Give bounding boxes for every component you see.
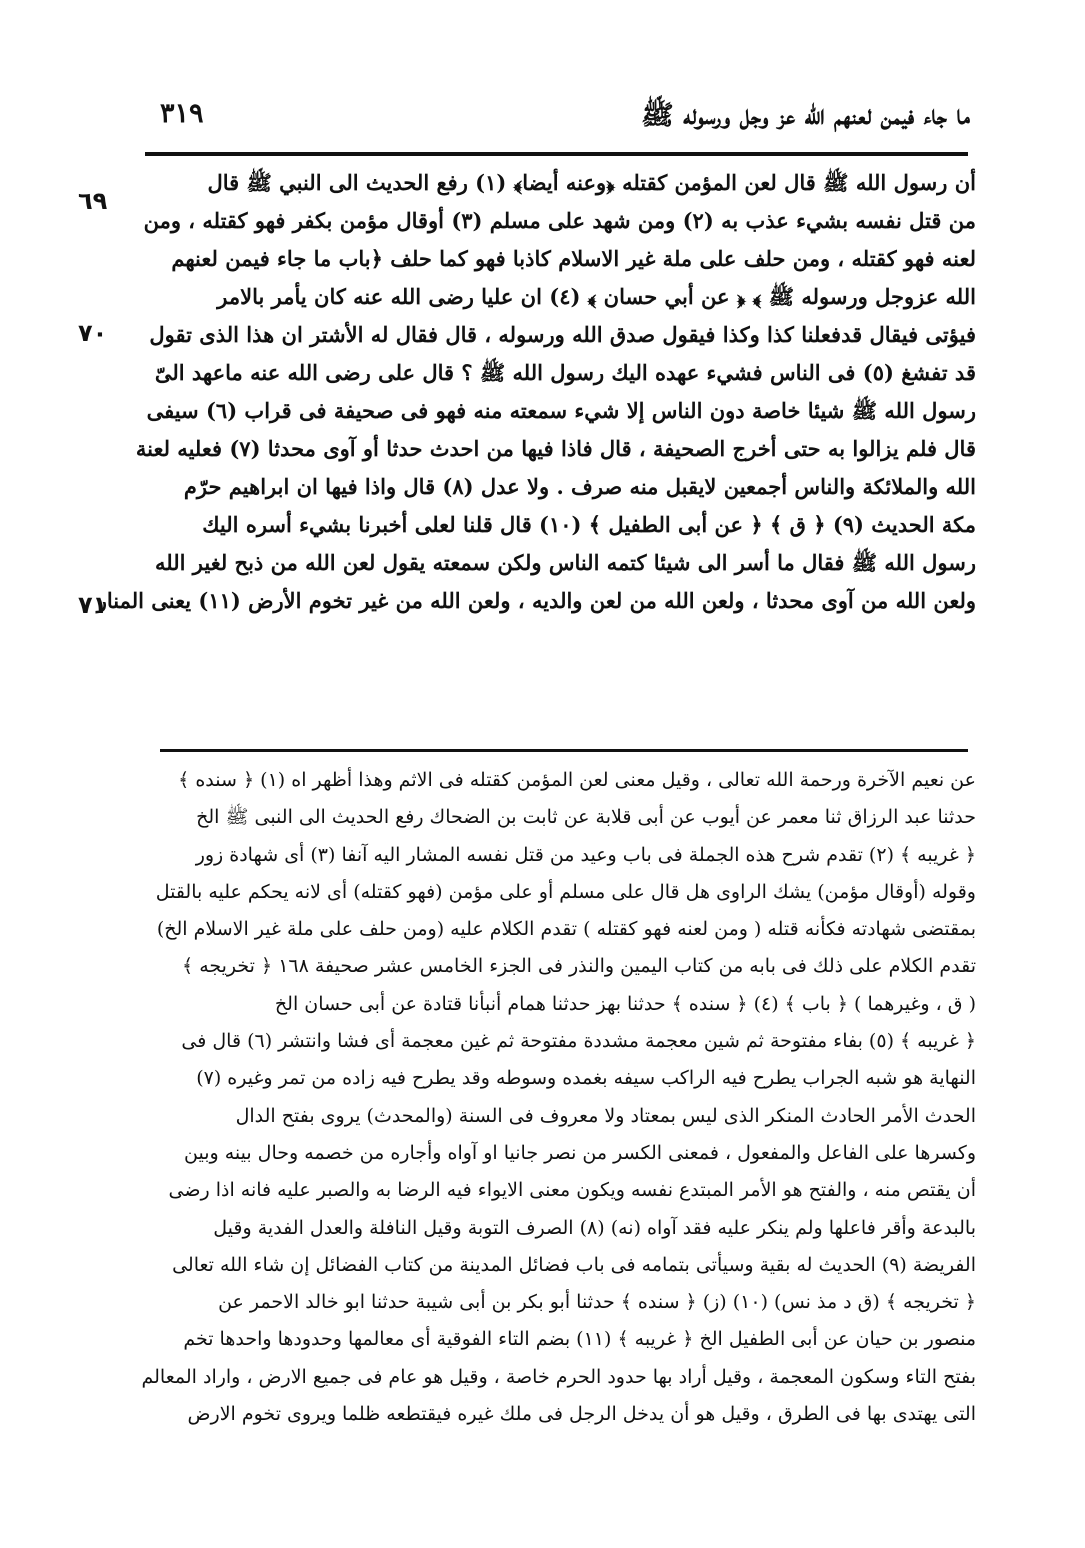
footnote-line: التى يهتدى بها فى الطرق ، وقيل هو أن يدخل الرجل فى ملك غيره فيقتطعه ظلما ويروى تخوم الارض (187, 1403, 976, 1426)
text-line: فيؤتى فيقال قدفعلنا كذا وكذا فيقول صدق الله ورسوله ، قال فقال له الأشتر ان هذا الذى تقول (149, 322, 976, 347)
hadith-number: ٧١ (78, 591, 108, 619)
hadith-number: ٧٠ (78, 319, 108, 347)
text-line: أن رسول الله ﷺ قال لعن المؤمن كقتله ﴿وعنه أيضا﴾ (١) رفع الحديث الى النبي ﷺ قال (207, 170, 976, 195)
footnote-separator (160, 749, 968, 752)
footnote-line: ( ق ، وغيرهما ) ﴿ باب ﴾ (٤) ﴿ سنده ﴾ حدثنا بهز حدثنا همام أنبأنا قتادة عن أبى حسان الخ (274, 992, 976, 1015)
chapter-title: ما جاء فيمن لعنهم الله عز وجل ورسوله ﷺ (641, 100, 970, 131)
footnote-line: وكسرها على الفاعل والمفعول ، فمعنى الكسر من نصر جانيا او آواه وأجاره من خصمه وحال بينه وبين (184, 1141, 976, 1164)
footnote-line: أن يقتص منه ، والفتح هو الأمر المبتدع نفسه ويكون معنى الايواء فيه الرضا به والصبر عليه فانه اذا رضى (168, 1179, 976, 1202)
footnote-line: ﴿ غريبه ﴾ (٥) بفاء مفتوحة ثم شين معجمة مشددة مفتوحة ثم غين معجمة أى فشا وانتشر (٦) قال فى (181, 1030, 976, 1053)
page-number: ٣١٩ (160, 98, 204, 129)
footnote-line: ﴿ تخريجه ﴾ (ق د مذ نس) (١٠) (ز) ﴿ سنده ﴾ حدثنا أبو بكر بن أبى شيبة حدثنا ابو خالد الاحمر عن (218, 1291, 976, 1314)
running-header (150, 92, 970, 144)
footnote-line: عن نعيم الآخرة ورحمة الله تعالى ، وقيل معنى لعن المؤمن كقتله فى الاثم وهذا أظهر اه (١) ﴿ سنده ﴾ (178, 769, 976, 791)
footnote-line: وقوله (أوقال مؤمن) يشك الراوى هل قال على مسلم أو على مؤمن (فهو كقتله) أى لانه يحكم عليه بالقتل (155, 880, 976, 903)
footnote-line: النهاية هو شبه الجراب يطرح فيه الراكب سيفه بغمده وسوطه وقد يطرح فيه زاده من تمر وغيره (٧) (196, 1067, 976, 1090)
text-line: رسول الله ﷺ شيئا خاصة دون الناس إلا شيء سمعته منه فهو فى صحيفة فى قراب (٦) سيفى (146, 398, 976, 423)
hadith-number: ٦٩ (78, 187, 108, 215)
main-text (96, 164, 976, 620)
text-line: قال فلم يزالوا به حتى أخرج الصحيفة ، قال فاذا فيها من احدث حدثا أو آوى محدثا (٧) فعليه لعنة (135, 436, 976, 461)
text-line: رسول الله ﷺ فقال ما أسر الى شيئا كتمه الناس ولكن سمعته يقول لعن الله من ذبح لغير الله (155, 550, 976, 575)
text-line: الله عزوجل ورسوله ﷺ ﴾ ﴿ عن أبي حسان ﴾ (٤) ان عليا رضى الله عنه كان يأمر بالامر (217, 284, 976, 309)
footnote-line: بالبدعة وأقر فاعلها ولم ينكر عليه فقد آواه (نه) (٨) الصرف التوبة وقيل النافلة والعدل الفدية وقيل (213, 1216, 976, 1239)
text-line: ولعن الله من آوى محدثا ، ولعن الله من لعن والديه ، ولعن الله من غير تخوم الأرض (١١) يعنى المنار (96, 588, 976, 613)
footnote-line: تقدم الكلام على ذلك فى بابه من كتاب اليمين والنذر فى الجزء الخامس عشر صحيفة ١٦٨ ﴿ تخريجه ﴾ (182, 955, 976, 978)
header-rule (145, 152, 968, 156)
text-line: لعنه فهو كقتله ، ومن حلف على ملة غير الاسلام كاذبا فهو كما حلف ﴿باب ما جاء فيمن لعنهم (171, 246, 976, 271)
text-line: مكة الحديث (٩) ﴿ ق ﴾ ﴿ عن أبى الطفيل ﴾ (١٠) قال قلنا لعلى أخبرنا بشيء أسره اليك (202, 512, 976, 537)
text-line: من قتل نفسه بشيء عذب به (٢) ومن شهد على مسلم (٣) أوقال مؤمن بكفر فهو كقتله ، ومن (143, 208, 976, 233)
footnote-line: الفريضة (٩) الحديث له بقية وسيأتى بتمامه فى باب فضائل المدينة من كتاب الفضائل إن شاء الله تعالى (172, 1253, 976, 1276)
footnotes (141, 762, 976, 1433)
footnote-line: الحدث الأمر الحادث المنكر الذى ليس بمعتاد ولا معروف فى السنة (والمحدث) يروى بفتح الدال (235, 1104, 976, 1127)
footnote-line: بمقتضى شهادته فكأنه قتله ( ومن لعنه فهو كقتله ) تقدم الكلام عليه (ومن حلف على ملة غير الاسلام الخ) (156, 918, 976, 941)
footnote-line: منصور بن حيان عن أبى الطفيل الخ ﴿ غريبه ﴾ (١١) بضم التاء الفوقية أى معالمها وحدودها واحدها تخم (183, 1328, 976, 1351)
footnote-line: بفتح التاء وسكون المعجمة ، وقيل أراد بها حدود الحرم خاصة ، وقيل هو عام فى جميع الارض ، واراد المعالم (141, 1365, 976, 1388)
text-line: الله والملائكة والناس أجمعين لايقبل منه صرف . ولا عدل (٨) قال واذا فيها ان ابراهيم حرّم (183, 474, 976, 499)
footnote-line: ﴿ غريبه ﴾ (٢) تقدم شرح هذه الجملة فى باب وعيد من قتل نفسه المشار اليه آنفا (٣) أى شهادة زور (195, 843, 976, 866)
text-line: قد تفشغ (٥) فى الناس فشيء عهده اليك رسول الله ﷺ ؟ قال على رضى الله عنه ماعهد الىّ (154, 360, 976, 385)
footnote-line: حدثنا عبد الرزاق ثنا معمر عن أيوب عن أبى قلابة عن ثابت بن الضحاك رفع الحديث الى النبى ﷺ الخ (196, 806, 976, 829)
